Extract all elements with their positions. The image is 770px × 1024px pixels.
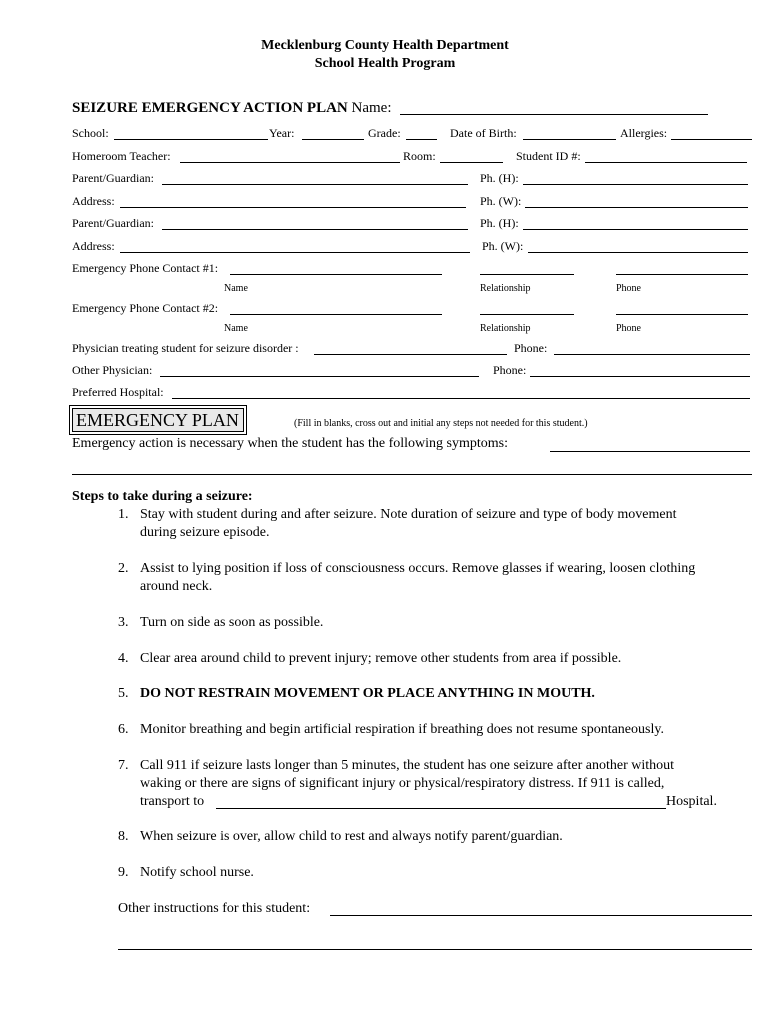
- step-6-number: 6.: [118, 722, 129, 737]
- emergency-contact-2-label: Emergency Phone Contact #2:: [72, 301, 219, 315]
- step-7-transport-label: transport to: [140, 794, 205, 809]
- emergency-contact-1-relationship-field[interactable]: [480, 274, 574, 275]
- name-field[interactable]: [400, 114, 708, 115]
- emergency-contact-2-name-field[interactable]: [230, 314, 442, 315]
- step-3-number: 3.: [118, 615, 129, 630]
- step-7-text: Call 911 if seizure lasts longer than 5 minutes, the student has one seizure after another without: [140, 758, 675, 773]
- emergency-plan-note: (Fill in blanks, cross out and initial any steps not needed for this student.): [294, 418, 588, 429]
- dob-label: Date of Birth:: [450, 126, 517, 140]
- grade-field[interactable]: [406, 139, 437, 140]
- step-3-text: Turn on side as soon as possible.: [140, 615, 324, 630]
- step-1-text-cont: during seizure episode.: [140, 525, 270, 540]
- homeroom-teacher-field[interactable]: [180, 162, 400, 163]
- other-physician-field[interactable]: [160, 376, 479, 377]
- emergency-plan-box: [72, 408, 244, 432]
- step-4-text: Clear area around child to prevent injury; remove other students from area if possible.: [140, 651, 622, 666]
- allergies-label: Allergies:: [620, 126, 668, 140]
- preferred-hospital-field[interactable]: [172, 398, 750, 399]
- step-9-number: 9.: [118, 865, 129, 880]
- department-title: Mecklenburg County Health Department: [261, 38, 509, 53]
- parent-guardian-1-label: Parent/Guardian:: [72, 171, 154, 185]
- step-8-text: When seizure is over, allow child to rest and always notify parent/guardian.: [140, 829, 563, 844]
- ph-h-2-field[interactable]: [523, 229, 748, 230]
- ph-h-2-label: Ph. (H):: [480, 216, 519, 230]
- other-instructions-label: Other instructions for this student:: [118, 901, 311, 916]
- student-id-label: Student ID #:: [516, 149, 581, 163]
- ph-w-1-label: Ph. (W):: [480, 194, 522, 208]
- homeroom-teacher-label: Homeroom Teacher:: [72, 149, 171, 163]
- symptoms-field[interactable]: [550, 451, 750, 452]
- program-title: School Health Program: [314, 56, 456, 71]
- room-label: Room:: [403, 149, 436, 163]
- parent-guardian-2-field[interactable]: [162, 229, 468, 230]
- emergency-contact-2-relationship-field[interactable]: [480, 314, 574, 315]
- step-1-text: Stay with student during and after seizure. Note duration of seizure and type of body movement: [140, 507, 677, 522]
- physician-seizure-field[interactable]: [314, 354, 507, 355]
- student-id-field[interactable]: [585, 162, 747, 163]
- contact-1-name-caption: Name: [224, 283, 248, 294]
- contact-2-name-caption: Name: [224, 323, 248, 334]
- step-8-number: 8.: [118, 829, 129, 844]
- ph-w-2-label: Ph. (W):: [482, 239, 524, 253]
- emergency-contact-1-name-field[interactable]: [230, 274, 442, 275]
- emergency-contact-1-phone-field[interactable]: [616, 274, 748, 275]
- school-field[interactable]: [114, 139, 268, 140]
- step-1-number: 1.: [118, 507, 129, 522]
- step-7-number: 7.: [118, 758, 129, 773]
- other-physician-phone-label: Phone:: [493, 363, 527, 377]
- other-instructions-field[interactable]: [330, 915, 752, 916]
- contact-2-phone-caption: Phone: [616, 323, 641, 334]
- plan-title: SEIZURE EMERGENCY ACTION PLAN: [72, 100, 348, 116]
- physician-phone-label: Phone:: [514, 341, 548, 355]
- step-2-number: 2.: [118, 561, 129, 576]
- step-5-text: DO NOT RESTRAIN MOVEMENT OR PLACE ANYTHING IN MOUTH.: [140, 686, 595, 701]
- plan-title-row: [72, 100, 391, 117]
- year-label: Year:: [269, 126, 295, 140]
- parent-guardian-1-field[interactable]: [162, 184, 468, 185]
- contact-2-relationship-caption: Relationship: [480, 323, 531, 334]
- allergies-field[interactable]: [671, 139, 752, 140]
- preferred-hospital-label: Preferred Hospital:: [72, 385, 164, 399]
- year-field[interactable]: [302, 139, 364, 140]
- symptoms-field-line-2[interactable]: [72, 474, 752, 475]
- contact-1-relationship-caption: Relationship: [480, 283, 531, 294]
- other-physician-phone-field[interactable]: [530, 376, 750, 377]
- name-label: Name:: [351, 100, 392, 116]
- dob-field[interactable]: [523, 139, 616, 140]
- emergency-contact-1-label: Emergency Phone Contact #1:: [72, 261, 219, 275]
- step-5-number: 5.: [118, 686, 129, 701]
- symptoms-label: Emergency action is necessary when the student has the following symptoms:: [72, 436, 508, 451]
- physician-seizure-label: Physician treating student for seizure disorder :: [72, 341, 299, 355]
- step-9-text: Notify school nurse.: [140, 865, 254, 880]
- address-2-label: Address:: [72, 239, 115, 253]
- grade-label: Grade:: [368, 126, 401, 140]
- address-1-label: Address:: [72, 194, 115, 208]
- ph-h-1-label: Ph. (H):: [480, 171, 519, 185]
- emergency-contact-2-phone-field[interactable]: [616, 314, 748, 315]
- physician-phone-field[interactable]: [554, 354, 750, 355]
- ph-w-1-field[interactable]: [525, 207, 748, 208]
- ph-h-1-field[interactable]: [523, 184, 748, 185]
- parent-guardian-2-label: Parent/Guardian:: [72, 216, 154, 230]
- other-physician-label: Other Physician:: [72, 363, 153, 377]
- emergency-plan-heading: EMERGENCY PLAN: [76, 410, 239, 430]
- steps-heading: Steps to take during a seizure:: [72, 489, 253, 504]
- step-2-text: Assist to lying position if loss of consciousness occurs. Remove glasses if wearing, loosen clothing: [140, 561, 696, 576]
- step-4-number: 4.: [118, 651, 129, 666]
- address-1-field[interactable]: [120, 207, 466, 208]
- step-7-hospital-suffix: Hospital.: [666, 794, 717, 809]
- room-field[interactable]: [440, 162, 503, 163]
- step-6-text: Monitor breathing and begin artificial respiration if breathing does not resume spontaneously.: [140, 722, 664, 737]
- step-7-text-cont: waking or there are signs of significant injury or physical/respiratory distress. If 911 is called,: [140, 776, 665, 791]
- school-label: School:: [72, 126, 109, 140]
- contact-1-phone-caption: Phone: [616, 283, 641, 294]
- other-instructions-field-line-2[interactable]: [118, 949, 752, 950]
- transport-hospital-field[interactable]: [216, 808, 666, 809]
- ph-w-2-field[interactable]: [528, 252, 748, 253]
- step-2-text-cont: around neck.: [140, 579, 213, 594]
- address-2-field[interactable]: [120, 252, 470, 253]
